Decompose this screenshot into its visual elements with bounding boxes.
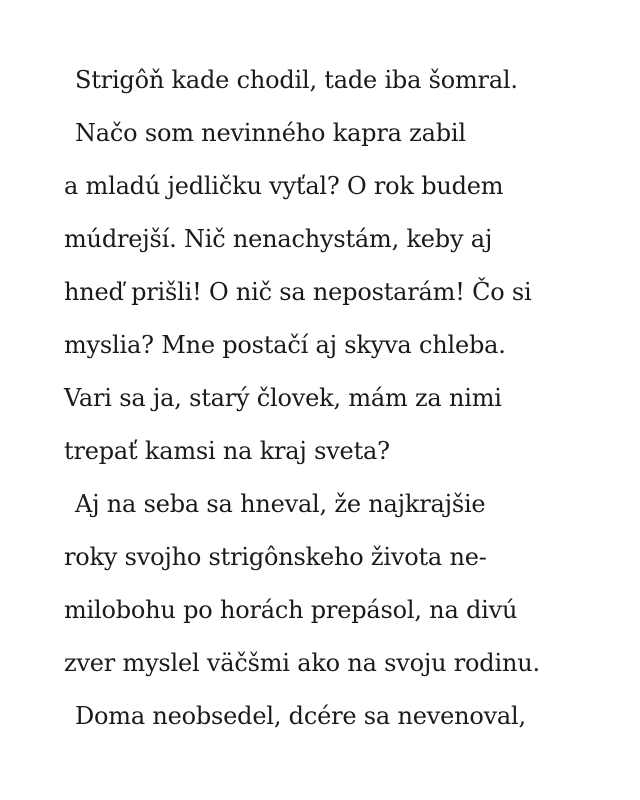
text-line: múdrejší. Nič nenachystám, keby aj	[64, 225, 493, 253]
text-line: myslia? Mne postačí aj skyva chleba.	[64, 331, 506, 359]
text-line: Načo som nevinného kapra zabil	[75, 119, 466, 147]
text-line: Aj na seba sa hneval, že najkrajšie	[75, 490, 486, 518]
text-line: milobohu po horách prepásol, na divú	[64, 596, 518, 624]
text-line: Vari sa ja, starý človek, mám za nimi	[64, 384, 502, 412]
text-line: zver myslel väčšmi ako na svoju rodinu.	[64, 649, 540, 677]
body-text	[64, 54, 584, 743]
text-line: Doma neobsedel, dcére sa nevenoval,	[75, 702, 526, 730]
text-line: a mladú jedličku vyťal? O rok budem	[64, 172, 504, 200]
text-line: trepať kamsi na kraj sveta?	[64, 437, 390, 465]
text-line: Strigôň kade chodil, tade iba šomral.	[75, 66, 518, 94]
text-line: hneď prišli! O nič sa nepostarám! Čo si	[64, 278, 532, 306]
text-line: roky svojho strigônskeho života ne-	[64, 543, 487, 571]
